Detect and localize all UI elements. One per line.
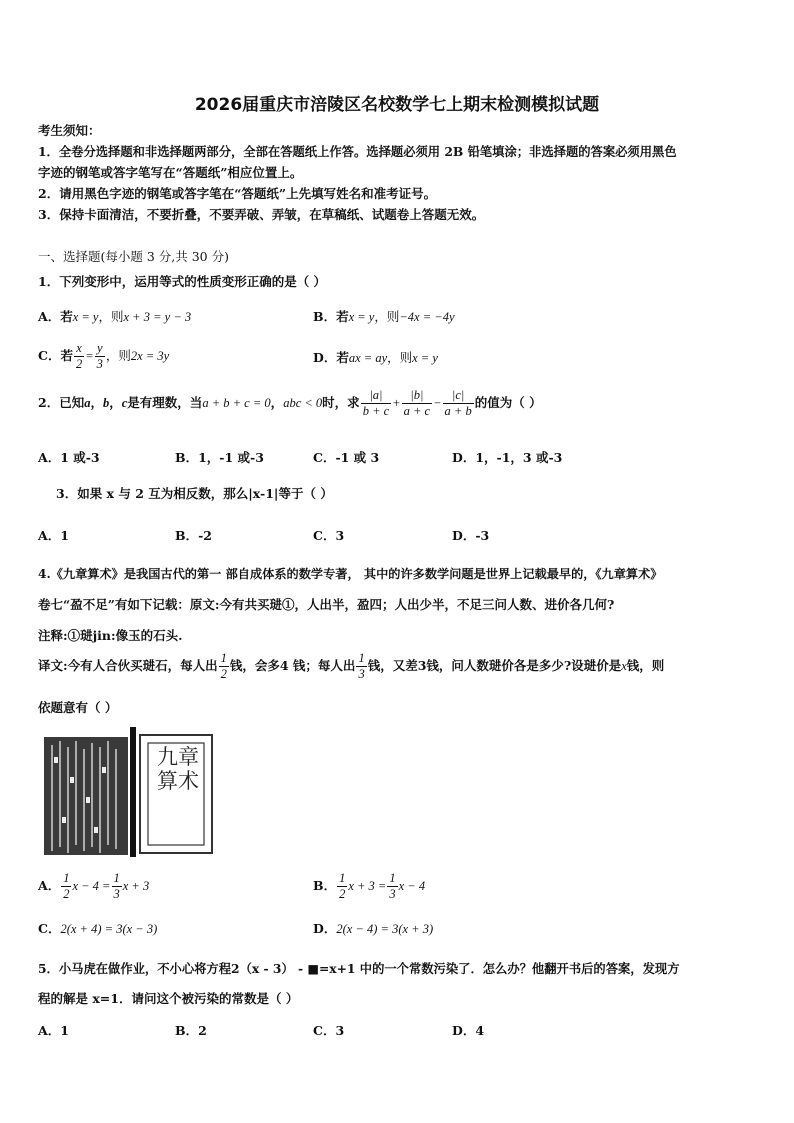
q4-option-d: D．2(x − 4) = 3(x + 3): [313, 921, 434, 936]
book-cover-title: 九章算术: [157, 745, 199, 793]
q3-option-c: C．3: [313, 528, 345, 543]
q5-option-a: A．1: [38, 1023, 69, 1038]
section-heading: 一、选择题(每小题 3 分,共 30 分): [38, 249, 229, 264]
notice-line-1: 1．全卷分选择题和非选择题两部分，全部在答题纸上作答。选择题必须用 2B 铅笔填涂；非选择题的答案必须用黑色: [38, 144, 677, 159]
q1-option-b: B．若x = y，则−4x = −4y: [313, 309, 455, 324]
q1-option-c: C．若 $\frac{x}{2}$ = $\frac{y}{3}$ ，则2x = 3y: [38, 341, 170, 371]
q4-line-2: 卷七“盈不足”有如下记载：原文:今有共买琎①，人出半，盈四；人出少半，不足三问人数、进价各几何?: [38, 597, 615, 612]
q5-option-b: B．2: [175, 1023, 207, 1038]
q1-option-a: A．若x = y，则x + 3 = y − 3: [38, 309, 192, 324]
q2-option-c: C．-1 或 3: [313, 450, 380, 465]
notice-line-4: 3．保持卡面清洁，不要折叠，不要弄破、弄皱，在草稿纸、试题卷上答题无效。: [38, 207, 485, 222]
q1-option-d: D．若ax = ay，则x = y: [313, 350, 438, 365]
q3-stem: 3．如果 x 与 2 互为相反数，那么|x-1|等于（ ）: [56, 486, 333, 501]
q2-option-a: A．1 或-3: [38, 450, 100, 465]
q4-line-3: 注释:①琎jin:像玉的石头.: [38, 628, 183, 643]
jiuzhang-book-image: [44, 727, 214, 857]
notice-line-3: 2．请用黑色字迹的钢笔或答字笔在“答题纸”上先填写姓名和准考证号。: [38, 186, 437, 201]
q4-line-1: 4.《九章算术》是我国古代的第一 部自成体系的数学专著， 其中的许多数学问题是世界上记载最早的，《九章算术》: [38, 567, 663, 581]
q3-option-b: B．-2: [175, 528, 212, 543]
page-title: 2026届重庆市涪陵区名校数学七上期末检测模拟试题: [194, 95, 600, 115]
q1-stem: 1．下列变形中，运用等式的性质变形正确的是（ ）: [38, 274, 327, 289]
q4-option-a: A． $\frac{1}{2}$ x − 4 = $\frac{1}{3}$ x + 3: [38, 871, 150, 901]
notice-line-2: 字迹的钢笔或答字笔写在“答题纸”相应位置上。: [38, 165, 303, 180]
q2-option-d: D．1，-1，3 或-3: [452, 450, 563, 465]
q4-line-4: 译文:今有人合伙买琎石，每人出 $\frac{1}{2}$ 钱，会多4 钱；每人出 $\frac{1}{3}$ 钱，又差3钱，问人数琎价各是多少?设琎价是x钱，则: [38, 651, 665, 681]
q3-option-a: A．1: [38, 528, 69, 543]
q2-option-b: B．1，-1 或-3: [175, 450, 264, 465]
notice-heading: 考生须知：: [38, 123, 101, 138]
q3-option-d: D．-3: [452, 528, 490, 543]
q4-option-c: C．2(x + 4) = 3(x − 3): [38, 921, 158, 936]
q4-line-5: 依题意有（ ）: [38, 700, 118, 715]
q2-stem: 2．已知a，b，c是有理数，当a + b + c = 0，abc < 0时，求 $\frac{|a|}{b + c}$ + $\frac{|b|}{a + c}$ − $\frac{|c|}{a + b}$ 的值为（ ）: [38, 388, 542, 418]
q5-line-1: 5．小马虎在做作业，不小心将方程2（x - 3） - ■=x+1 中的一个常数污染了．怎么办？他翻开书后的答案，发现方: [38, 961, 680, 976]
q5-line-2: 程的解是 x=1．请问这个被污染的常数是（ ）: [38, 991, 299, 1006]
q5-option-c: C．3: [313, 1023, 345, 1038]
q4-option-b: B． $\frac{1}{2}$ x + 3 = $\frac{1}{3}$ x − 4: [313, 871, 426, 901]
q5-option-d: D．4: [452, 1023, 485, 1038]
